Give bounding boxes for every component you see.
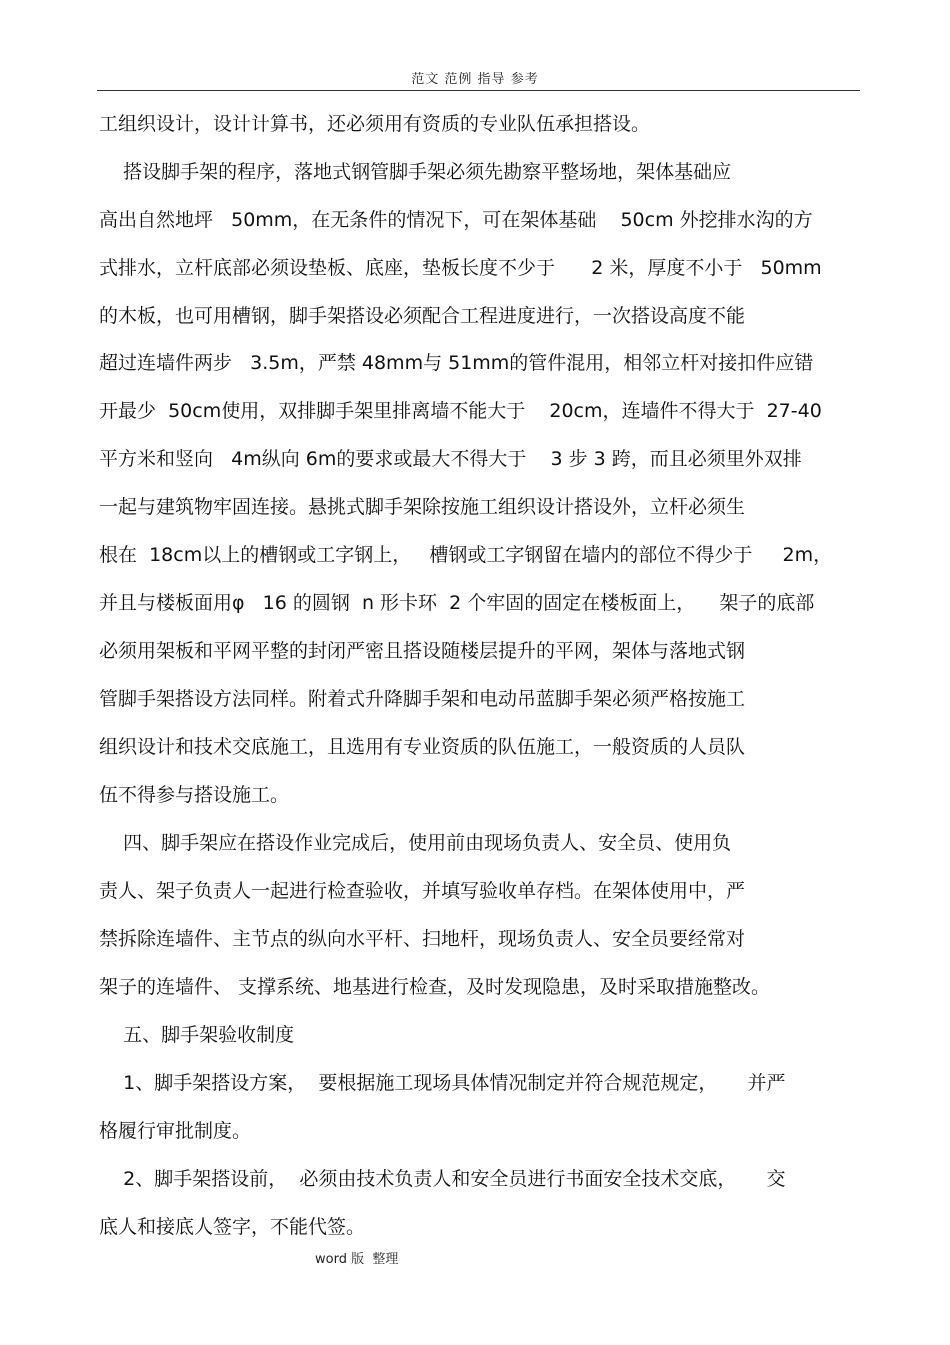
- body-line-16: 四、脚手架应在搭设作业完成后，使用前由现场负责人、安全员、使用负: [99, 832, 732, 854]
- body-line-21: 1、脚手架搭设方案， 要根据施工现场具体情况制定并符合规范规定， 并严: [99, 1072, 786, 1094]
- body-line-6: 超过连墙件两步 3.5m，严禁 48mm与 51mm的管件混用，相邻立杆对接扣件应错: [99, 352, 814, 374]
- page-footer: word 版 整理: [315, 1252, 399, 1267]
- body-line-4: 式排水，立杆底部必须设垫板、底座，垫板长度不少于 2 米，厚度不小于 50mm: [99, 257, 822, 279]
- body-line-1: 工组织设计，设计计算书，还必须用有资质的专业队伍承担搭设。: [99, 113, 651, 135]
- body-line-14: 组织设计和技术交底施工，且选用有专业资质的队伍施工，一般资质的人员队: [99, 736, 746, 758]
- body-line-3: 高出自然地坪 50mm，在无条件的情况下，可在架体基础 50cm 外挖排水沟的方: [99, 209, 813, 231]
- body-line-23: 2、脚手架搭设前， 必须由技术负责人和安全员进行书面安全技术交底， 交: [99, 1168, 786, 1190]
- body-line-22: 格履行审批制度。: [99, 1120, 252, 1142]
- body-line-17: 责人、架子负责人一起进行检查验收，并填写验收单存档。在架体使用中，严: [99, 880, 746, 902]
- body-line-10: 根在 18cm以上的槽钢或工字钢上， 槽钢或工字钢留在墙内的部位不得少于 2m，: [99, 544, 833, 566]
- body-line-18: 禁拆除连墙件、主节点的纵向水平杆、扫地杆，现场负责人、安全员要经常对: [99, 928, 746, 950]
- body-line-7: 开最少 50cm使用，双排脚手架里排离墙不能大于 20cm，连墙件不得大于 27-40: [99, 400, 822, 422]
- body-line-9: 一起与建筑物牢固连接。悬挑式脚手架除按施工组织设计搭设外，立杆必须生: [99, 496, 746, 518]
- body-line-5: 的木板，也可用槽钢，脚手架搭设必须配合工程进度进行，一次搭设高度不能: [99, 305, 746, 327]
- body-line-11: 并且与楼板面用φ 16 的圆钢 n 形卡环 2 个牢固的固定在楼板面上， 架子的底部: [99, 592, 815, 614]
- body-line-15: 伍不得参与搭设施工。: [99, 784, 290, 806]
- body-line-8: 平方米和竖向 4m纵向 6m的要求或最大不得大于 3 步 3 跨，而且必须里外双排: [99, 448, 802, 470]
- body-line-13: 管脚手架搭设方法同样。附着式升降脚手架和电动吊蓝脚手架必须严格按施工: [99, 688, 746, 710]
- body-line-20: 五、脚手架验收制度: [99, 1024, 295, 1046]
- header-divider: [97, 90, 860, 91]
- body-line-12: 必须用架板和平网平整的封闭严密且搭设随楼层提升的平网，架体与落地式钢: [99, 640, 746, 662]
- body-line-2: 搭设脚手架的程序，落地式钢管脚手架必须先勘察平整场地，架体基础应: [99, 161, 732, 183]
- page-header: 范文 范例 指导 参考: [411, 72, 539, 87]
- body-line-24: 底人和接底人签字，不能代签。: [99, 1216, 366, 1238]
- body-line-19: 架子的连墙件、 支撑系统、地基进行检查，及时发现隐患，及时采取措施整改。: [99, 976, 771, 998]
